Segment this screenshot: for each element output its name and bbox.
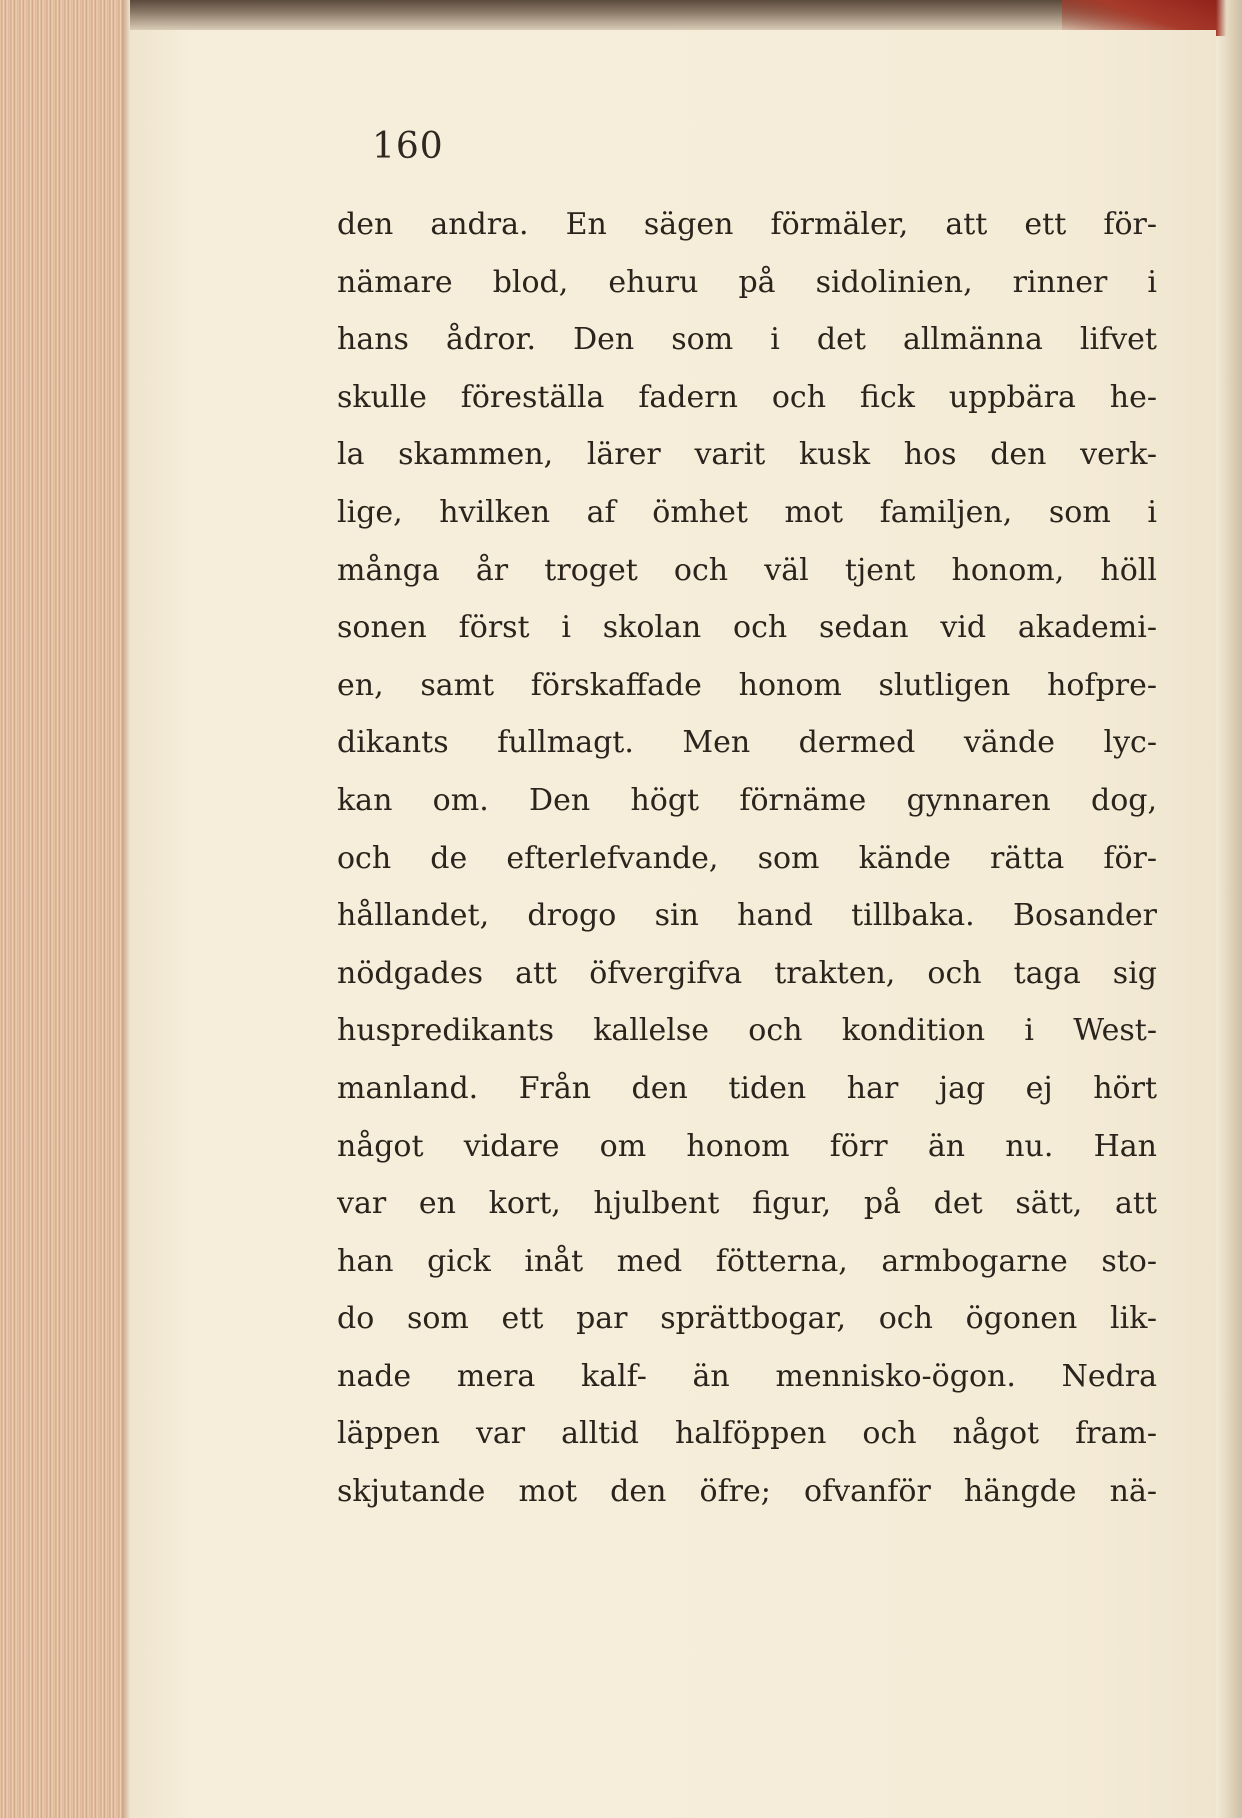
text-line: många år troget och väl tjent honom, höll: [337, 552, 1157, 588]
text-line: nade mera kalf- än mennisko-ögon. Nedra: [337, 1358, 1157, 1394]
text-line: var en kort, hjulbent figur, på det sätt, att: [337, 1186, 1157, 1222]
text-line: manland. Från den tiden har jag ej hört: [337, 1070, 1157, 1106]
page-number: 160: [372, 126, 444, 167]
text-line: do som ett par sprättbogar, och ögonen lik-: [337, 1301, 1157, 1337]
text-line: skulle föreställa fadern och fick uppbära he-: [337, 379, 1157, 415]
text-line: skjutande mot den öfre; ofvanför hängde nä-: [337, 1474, 1157, 1510]
text-line: lige, hvilken af ömhet mot familjen, som i: [337, 494, 1157, 530]
text-line: huspredikants kallelse och kondition i West-: [337, 1013, 1157, 1049]
text-line: han gick inåt med fötterna, armbogarne sto-: [337, 1243, 1157, 1279]
text-line: läppen var alltid halföppen och något fram-: [337, 1416, 1157, 1452]
text-line: sonen först i skolan och sedan vid akademi-: [337, 610, 1157, 646]
cover-top-edge: [0, 0, 1242, 30]
text-line: nödgades att öfvergifva trakten, och taga sig: [337, 955, 1157, 991]
page-edges: [0, 0, 130, 1818]
page-gutter-shadow: [1216, 0, 1242, 1818]
text-line: dikants fullmagt. Men dermed vände lyc-: [337, 725, 1157, 761]
text-line: la skammen, lärer varit kusk hos den verk-: [337, 437, 1157, 473]
text-line: en, samt förskaffade honom slutligen hofpre-: [337, 667, 1157, 703]
text-line: och de efterlefvande, som kände rätta för-: [337, 840, 1157, 876]
text-line: den andra. En sägen förmäler, att ett för-: [337, 207, 1157, 242]
text-line: kan om. Den högt förnäme gynnaren dog,: [337, 782, 1157, 818]
text-line: något vidare om honom förr än nu. Han: [337, 1128, 1157, 1164]
text-line: hans ådror. Den som i det allmänna lifvet: [337, 322, 1157, 358]
body-text: [337, 196, 1157, 1521]
text-line: hållandet, drogo sin hand tillbaka. Bosander: [337, 898, 1157, 934]
text-line: nämare blod, ehuru på sidolinien, rinner i: [337, 264, 1157, 300]
